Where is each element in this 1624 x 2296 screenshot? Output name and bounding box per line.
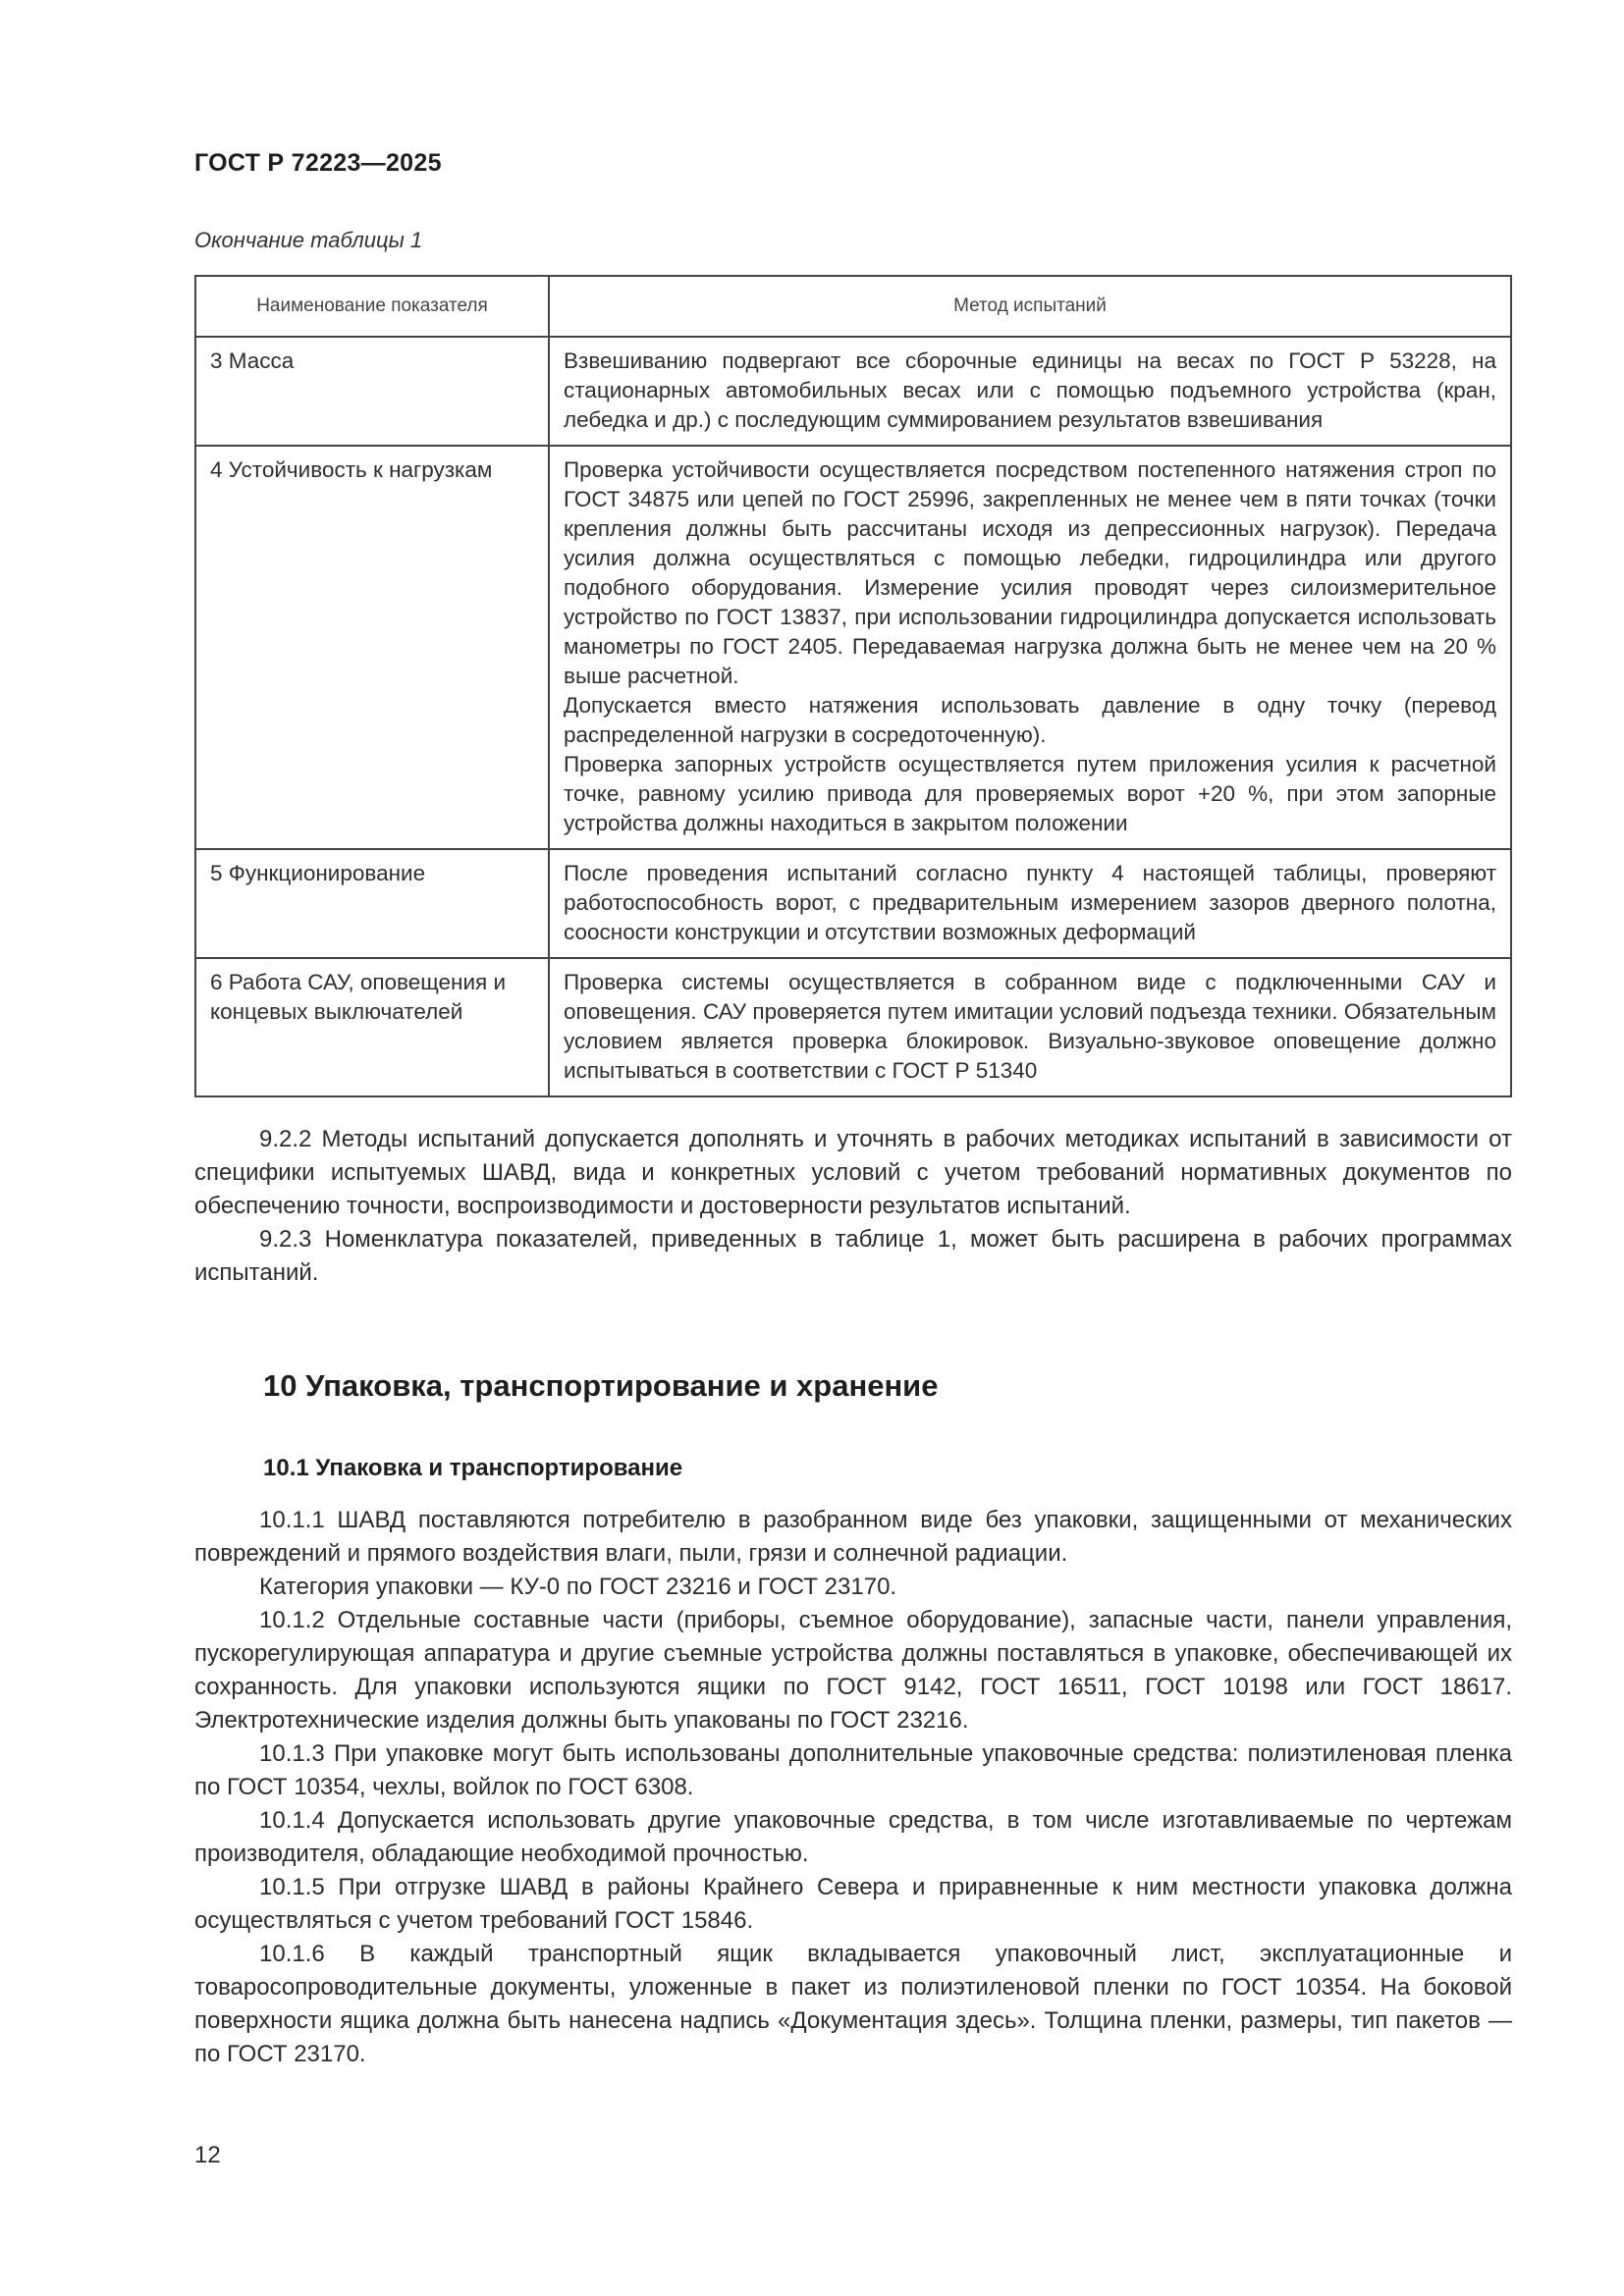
paragraph-10-1-3: 10.1.3 При упаковке могут быть использованы дополнительные упаковочные средства: полиэтиленовая пленка по ГОСТ 10354, чехлы, войлок по ГОСТ 6308. xyxy=(194,1740,1512,1800)
method-paragraph: Проверка устойчивости осуществляется посредством постепенного натяжения строп по ГОСТ 34875 или цепей по ГОСТ 25996, закрепленных не менее чем в пяти точках (точки крепления должны быть рассчитаны исходя из депрессионных нагрузок). Передача усилия должна осуществляться с помощью лебедки, гидроцилиндра или другого подобного оборудования. Измерение усилия проводят через силоизмерительное устройство по ГОСТ 13837, при использовании гидроцилиндра допускается использовать манометры по ГОСТ 2405. Передаваемая нагрузка должна быть не менее чем на 20 % выше расчетной. xyxy=(564,457,1496,688)
paragraph-10-1-4: 10.1.4 Допускается использовать другие упаковочные средства, в том числе изготавливаемые по чертежам производителя, обладающие необходимой прочностью. xyxy=(194,1807,1512,1867)
clause-10-text xyxy=(194,1504,1512,2071)
method-paragraph: Допускается вместо натяжения использовать давление в одну точку (перевод распределенной нагрузки в сосредоточенную). xyxy=(564,693,1496,747)
document-code-header: ГОСТ Р 72223—2025 xyxy=(194,149,442,177)
row-test-method xyxy=(549,446,1511,849)
method-paragraph: Проверка запорных устройств осуществляется путем приложения усилия к расчетной точке, равному усилию привода для проверяемых ворот +20 %, при этом запорные устройства должны находиться в закрытом положении xyxy=(564,752,1496,835)
method-paragraph: Взвешиванию подвергают все сборочные единицы на весах по ГОСТ Р 53228, на стационарных автомобильных весах или с помощью подъемного устройства (кран, лебедка и др.) с последующим суммированием результатов взвешивания xyxy=(564,348,1496,432)
row-indicator-name: 3 Масса xyxy=(195,337,549,446)
clause-9-text xyxy=(194,1123,1512,1290)
paragraph-10-1-2: 10.1.2 Отдельные составные части (приборы, съемное оборудование), запасные части, панели управления, пускорегулирующая аппаратура и другие съемные устройства должны поставляться в упаковке, обеспечивающей их сохранность. Для упаковки используются ящики по ГОСТ 9142, ГОСТ 16511, ГОСТ 10198 или ГОСТ 18617. Электротехнические изделия должны быть упакованы по ГОСТ 23216. xyxy=(194,1607,1512,1734)
table-row xyxy=(195,958,1511,1096)
column-header-indicator: Наименование показателя xyxy=(195,276,549,337)
page-number: 12 xyxy=(194,2142,221,2168)
paragraph-packaging-category: Категория упаковки — КУ-0 по ГОСТ 23216 и ГОСТ 23170. xyxy=(259,1574,897,1600)
method-paragraph: После проведения испытаний согласно пункту 4 настоящей таблицы, проверяют работоспособность ворот, с предварительным измерением зазоров дверного полотна, соосности конструкции и отсутствии возможных деформаций xyxy=(564,861,1496,944)
paragraph-10-1-1: 10.1.1 ШАВД поставляются потребителю в разобранном виде без упаковки, защищенными от механических повреждений и прямого воздействия влаги, пыли, грязи и солнечной радиации. xyxy=(194,1507,1512,1567)
row-test-method xyxy=(549,337,1511,446)
paragraph-10-1-6: 10.1.6 В каждый транспортный ящик вкладывается упаковочный лист, эксплуатационные и товаросопроводительные документы, уложенные в пакет из полиэтиленовой пленки по ГОСТ 10354. На боковой поверхности ящика должна быть нанесена надпись «Документация здесь». Толщина пленки, размеры, тип пакетов — по ГОСТ 23170. xyxy=(194,1941,1512,2067)
table-row xyxy=(195,849,1511,958)
table-row xyxy=(195,337,1511,446)
row-indicator-name: 4 Устойчивость к нагрузкам xyxy=(195,446,549,849)
column-header-method: Метод испытаний xyxy=(549,276,1511,337)
table-row xyxy=(195,446,1511,849)
table-caption: Окончание таблицы 1 xyxy=(194,228,423,252)
paragraph-9-2-3: 9.2.3 Номенклатура показателей, приведенных в таблице 1, может быть расширена в рабочих программах испытаний. xyxy=(194,1226,1512,1286)
method-paragraph: Проверка системы осуществляется в собранном виде с подключенными САУ и оповещения. САУ проверяется путем имитации условий подъезда техники. Обязательным условием является проверка блокировок. Визуально-звуковое оповещение должно испытываться в соответствии с ГОСТ Р 51340 xyxy=(564,970,1496,1083)
subsection-title: 10.1 Упаковка и транспортирование xyxy=(263,1455,683,1481)
row-test-method xyxy=(549,958,1511,1096)
table-header-row xyxy=(195,276,1511,337)
paragraph-9-2-2: 9.2.2 Методы испытаний допускается дополнять и уточнять в рабочих методиках испытаний в зависимости от специфики испытуемых ШАВД, вида и конкретных условий с учетом требований нормативных документов по обеспечению точности, воспроизводимости и достоверности результатов испытаний. xyxy=(194,1126,1512,1219)
row-indicator-name: 5 Функционирование xyxy=(195,849,549,958)
row-test-method xyxy=(549,849,1511,958)
section-title: 10 Упаковка, транспортирование и хранение xyxy=(263,1368,939,1403)
row-indicator-name: 6 Работа САУ, оповещения и концевых выключателей xyxy=(195,958,549,1096)
test-methods-table xyxy=(194,275,1512,1097)
paragraph-10-1-5: 10.1.5 При отгрузке ШАВД в районы Крайнего Севера и приравненные к ним местности упаковка должна осуществляться с учетом требований ГОСТ 15846. xyxy=(194,1874,1512,1934)
